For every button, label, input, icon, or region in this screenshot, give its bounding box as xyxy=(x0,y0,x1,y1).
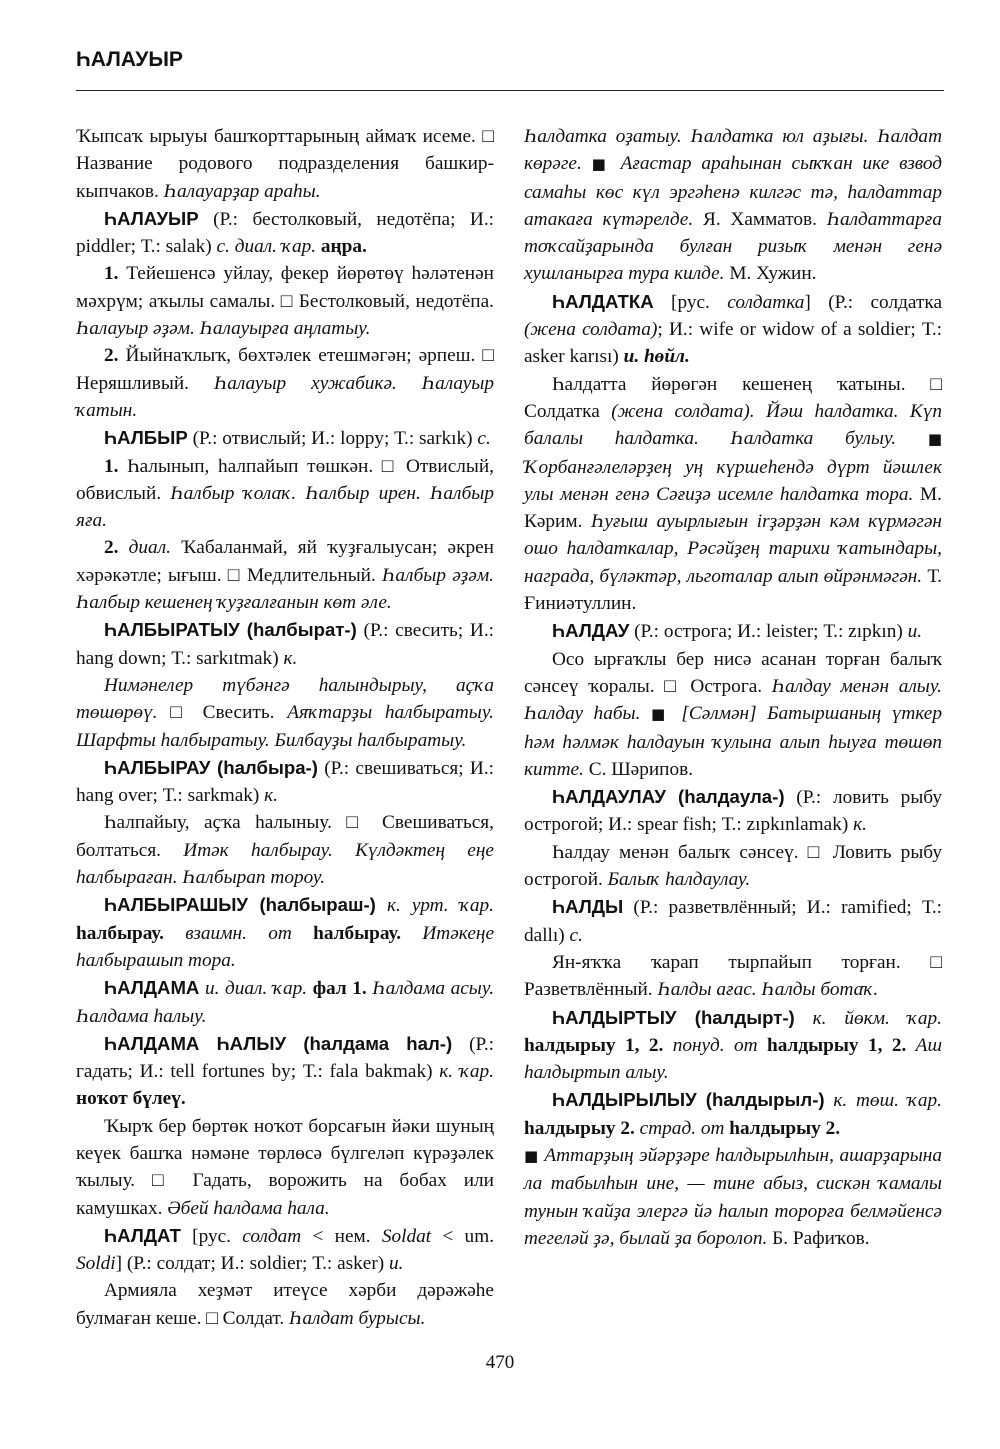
sense-2 xyxy=(76,342,494,424)
quotation-author: Т. Ғиниәтуллин. xyxy=(524,565,942,615)
example: Итәк һалбырау. Күлдәктең еңе һалбыраған. Һалбырап тороу. xyxy=(76,839,494,889)
cross-reference: һалдырыу 2. xyxy=(729,1117,841,1139)
entry-haldat xyxy=(76,1222,494,1278)
headword: ҺАЛДЫРТЫУ (һалдырт-) xyxy=(552,1006,795,1028)
example: Һалдау менән алыу. Һалдау һабы. xyxy=(524,675,942,725)
example: Һалдама асыу. Һалдама һалыу. xyxy=(76,978,495,1027)
grammar-label: с. диал. ҡар. xyxy=(216,236,321,258)
quotation: Һуғыш ауырлығын irҙәрҙән кәм күрмәгән ошо һалдаткалар, Рәсәйҙең тарихи ҡатындары, награда, бүләктәр, льготалар алып өйрәнмәгән. xyxy=(524,511,942,587)
grammar-label: к. йөкм. ҡар. xyxy=(794,1007,943,1029)
definition-text: Ҡабаланмай, яй ҡуҙғалыусан; әкрен хәрәкәтле; ығыш. □ Медлительный. xyxy=(76,537,494,586)
example: Әбей һалдама һала. xyxy=(167,1197,330,1219)
grammar-label: к. төш. ҡар. xyxy=(824,1090,942,1112)
quotation-marker-icon: ■ xyxy=(524,1146,539,1165)
cross-reference: фал 1. xyxy=(312,978,367,1000)
sense xyxy=(524,949,942,1004)
example: Аяҡтарҙы һалбыратыу. Шарфты һалбыратыу. Билбауҙы һалбыратыу. xyxy=(76,702,495,751)
cross-reference: ноҡот бүлеү. xyxy=(76,1088,186,1110)
headword: ҺАЛБЫРАТЫУ (һалбырат-) xyxy=(104,619,357,641)
quotation-author: М. Кәрим. xyxy=(524,483,942,533)
example: Һалбыр ҡолаҡ. Һалбыр ирен. Һалбыр яға. xyxy=(76,482,494,532)
etymon: Soldi xyxy=(76,1253,116,1275)
gloss: (жена солдата) xyxy=(524,319,658,341)
sense-number: 2. xyxy=(104,537,119,559)
headword: ҺАЛАУЫР xyxy=(104,207,199,229)
sense-number: 1. xyxy=(104,455,119,477)
headword: ҺАЛБЫРАУ (һалбыра-) xyxy=(104,756,318,778)
sense-1 xyxy=(76,453,494,535)
entry-haldama xyxy=(76,974,494,1030)
quotation-author: М. Хужин. xyxy=(724,263,817,285)
definition-text: Һалынып, һалпайып төшкән. □ Отвислый, обвислый. xyxy=(76,455,494,504)
grammar-label: к. урт. ҡар. xyxy=(375,895,494,917)
quotation-marker-icon: ■ xyxy=(650,705,671,724)
entry-haldatka xyxy=(524,288,942,371)
etymon: солдатка xyxy=(727,291,805,313)
entry-halauyr xyxy=(76,205,494,261)
etymology: < um. xyxy=(431,1225,495,1247)
headword: ҺАЛДЫРЫЛЫУ (һалдырыл-) xyxy=(552,1089,825,1111)
example: Итәкеңе һалбырашып тора. xyxy=(76,922,495,971)
sense xyxy=(76,1113,494,1222)
definition-text: Һалпайыу, аҫҡа һалыныу. □ Свешиваться, болтаться. xyxy=(76,812,494,861)
translations: (Р.: ловить рыбу острогой; И.: spear fish; Т.: zıpkınlamak) xyxy=(524,787,942,836)
definition-text: Осо ырғаҡлы бер нисә асанан торған балыҡ сәнсеү ҡоралы. □ Острога. xyxy=(524,648,942,697)
entry-continuation xyxy=(76,123,494,205)
header-rule xyxy=(76,90,944,91)
grammar-label: и. диал. ҡар. xyxy=(199,978,313,1000)
quotation: [Сәлмән] Батыршаның үткер һәм һәлмәк һалдауын ҡулына алып һыуға төшөп китте. xyxy=(524,703,942,780)
etymology: [рус. xyxy=(180,1225,243,1247)
definition-text: Тейешенсә уйлау, фекер йөрөтөү һәләтенән мәхрүм; аҡылы самалы. □ Бестолковый, недотёпа. xyxy=(76,263,494,312)
headword: ҺАЛДАУЛАУ (һалдаула-) xyxy=(552,786,785,808)
example: Йәш һалдатка. Күп балалы һалдатка. Һалдатка булыу. xyxy=(524,400,942,450)
entry-haldama-halyu xyxy=(76,1030,494,1113)
translations: (Р.: отвислый; И.: loppy; Т.: sarkık) xyxy=(187,428,478,450)
quotation: Ҡорбанғәлеләрҙең уң күршеһендә дүрт йәшлек улы менән генә Сәғиҙә исемле һалдатка тора. xyxy=(524,456,942,505)
definition-text: Һалдатта йөрөгән кешенең ҡатыны. □ Солдатка xyxy=(524,373,942,422)
left-column xyxy=(76,123,494,1332)
grammar-label: взаимн. от xyxy=(163,922,314,944)
grammar-label: к. xyxy=(853,814,867,836)
example: Һалдат бурысы. xyxy=(289,1307,426,1329)
etymon: Soldat xyxy=(381,1225,432,1247)
grammar-label: диал. xyxy=(118,537,171,559)
cross-reference: һалдырыу 1, 2. xyxy=(524,1034,664,1056)
etymology: < нем. xyxy=(301,1225,382,1247)
cross-reference: һалбырау. xyxy=(76,922,164,944)
example: Һалды ағас. Һалды ботаҡ. xyxy=(657,979,879,1001)
translations: ] (Р.: солдат; И.: soldier; Т.: asker) xyxy=(115,1253,389,1275)
entry-haldyrtyu xyxy=(524,1004,942,1087)
definition-text: Һалдау менән балыҡ сәнсеү. □ Ловить рыбу острогой. xyxy=(524,841,942,891)
sense xyxy=(76,672,494,754)
quotation-marker-icon: ■ xyxy=(591,155,611,174)
definition-text: Нимәнелер түбәнгә һалындырыу, аҫҡа төшөрөү. xyxy=(76,674,494,724)
translations: (Р.: бестолковый, недотёпа; И.: piddler; Т.: salak) xyxy=(76,208,494,258)
quotation-author: Я. Хамматов. xyxy=(693,208,827,230)
russian-translation: □ Свесить. xyxy=(157,702,288,724)
sense xyxy=(524,646,942,783)
grammar-label: и. һөйл. xyxy=(623,346,690,368)
page-number: 470 xyxy=(485,1352,515,1373)
cross-reference: һалдырыу 1, 2. xyxy=(766,1034,907,1056)
example: Һалдатка оҙатыу. Һалдатка юл аҙығы. Һалдат көрәге. xyxy=(524,126,942,175)
translations: ] (Р.: солдатка xyxy=(804,291,942,313)
example: Һалауыр әҙәм. Һалауырға аңлатыу. xyxy=(76,318,371,340)
grammar-label: к. xyxy=(283,647,298,669)
grammar-label: страд. от xyxy=(634,1117,730,1139)
grammar-label: к. ҡар. xyxy=(439,1061,494,1083)
entry-haldyrylyu xyxy=(524,1086,942,1142)
sense-1 xyxy=(76,260,494,342)
sense-2 xyxy=(76,534,494,616)
entry-halbyrashyu xyxy=(76,891,494,974)
headword: ҺАЛДЫ xyxy=(552,896,624,918)
entry-halbyr xyxy=(76,424,494,452)
entry-haldaulau xyxy=(524,783,942,839)
entry-continuation xyxy=(524,123,942,288)
grammar-label: и. xyxy=(907,621,923,643)
headword: ҺАЛБЫРАШЫУ (һалбыраш-) xyxy=(104,894,376,916)
quotation-block xyxy=(524,1142,942,1252)
example: Аш һалдыртып алыу. xyxy=(524,1034,943,1084)
definition-text: Ҡыпсаҡ ырыуы башҡорттарының аймаҡ исеме. □ Название родового подразделения башкир-кыпчаков. xyxy=(76,126,494,202)
entry-haldy xyxy=(524,893,942,949)
quotation: Һалдаттарға тоҡсайҙарында булған ризыҡ менән генә хушланырға тура килде. xyxy=(524,208,942,285)
grammar-label: с. xyxy=(569,924,583,946)
cross-reference: аңра. xyxy=(320,236,367,258)
entry-haldau xyxy=(524,617,942,645)
definition-text: Йыйнаҡлыҡ, бөхтәлек етешмәгән; әрпеш. □ Неряшливый. xyxy=(76,345,494,394)
etymology: [рус. xyxy=(653,291,728,313)
sense xyxy=(76,809,494,891)
translations: (Р.: свешиваться; И.: hang over; Т.: sarkmak) xyxy=(76,757,494,807)
headword: ҺАЛДАМА xyxy=(104,977,200,999)
quotation-author: Б. Рафиҡов. xyxy=(767,1227,870,1249)
sense xyxy=(524,371,942,618)
definition-text: Армияла хеҙмәт итеүсе хәрби дәрәжәһе булмаған кеше. □ Солдат. xyxy=(76,1280,494,1329)
grammar-label: и. xyxy=(389,1253,404,1275)
right-column xyxy=(524,123,942,1252)
translations: ; И.: wife or widow of a soldier; Т.: asker karısı) xyxy=(524,319,943,368)
sense-number: 1. xyxy=(104,263,119,285)
gloss: (жена солдата). xyxy=(611,400,755,422)
running-head: ҺАЛАУЫР xyxy=(76,48,183,71)
cross-reference: һалдырыу 2. xyxy=(524,1117,635,1139)
entry-halbyratyu xyxy=(76,616,494,672)
grammar-label: с. xyxy=(477,428,491,450)
headword: ҺАЛДАМА ҺАЛЫУ (һалдама һал-) xyxy=(104,1032,453,1054)
definition-text: Ҡырҡ бер бөртөк ноҡот борсағын йәки шуның кеүек башҡа нәмәне төрлөсә бүлгеләп күрәҙәлек ҡылыу. □ Гадать, ворожить на бобах или камушках. xyxy=(76,1115,494,1219)
cross-reference: һалбырау. xyxy=(313,922,402,944)
sense xyxy=(76,1277,494,1332)
translations: (Р.: гадать; И.: tell fortunes by; Т.: fala bakmak) xyxy=(76,1033,495,1083)
grammar-label: к. xyxy=(264,785,278,807)
example: Балыҡ һалдаулау. xyxy=(607,869,751,891)
headword: ҺАЛБЫР xyxy=(104,427,188,449)
translations: (Р.: разветвлённый; И.: ramified; Т.: dallı) xyxy=(524,897,942,946)
example: Һалбыр әҙәм. Һалбыр кешенең ҡуҙғалғанын көт әле. xyxy=(76,564,494,614)
headword: ҺАЛДАТ xyxy=(104,1224,181,1246)
example: Һалауыр хужабикә. Һалауыр ҡатын. xyxy=(76,372,494,421)
entry-halbyrau xyxy=(76,754,494,810)
translations: (Р.: свесить; И.: hang down; Т.: sarkıtmak) xyxy=(76,620,495,669)
headword: ҺАЛДАТКА xyxy=(552,290,654,312)
quotation: Ағастар араһынан сыҡҡан ике взвод самаһы көс күл эргәһенә килгәс тә, һалдаттар атакаға күтәрелде. xyxy=(524,153,942,230)
etymon: солдат xyxy=(242,1225,302,1247)
definition-text: Ян-яҡҡа ҡарап тырпайып торған. □ Разветвлённый. xyxy=(524,951,942,1001)
quotation-marker-icon: ■ xyxy=(927,430,942,449)
sense-number: 2. xyxy=(104,345,119,367)
headword: ҺАЛДАУ xyxy=(552,620,630,642)
quotation: Аттарҙың эйәрҙәре һалдырылһын, ашарҙарына ла табылһын ине, — тине абыз, сискән ҡамалы тунын ҡайҙа элергә йә һалып торорға белмәйенсә тегеләй ҙә, былай ҙа боролоп. xyxy=(524,1144,942,1249)
sense xyxy=(524,839,942,894)
translations: (Р.: острога; И.: leister; Т.: zıpkın) xyxy=(629,621,908,643)
example: Һалауарҙар араһы. xyxy=(163,180,321,202)
grammar-label: понуд. от xyxy=(663,1034,767,1056)
quotation-author: С. Шәрипов. xyxy=(583,758,694,780)
